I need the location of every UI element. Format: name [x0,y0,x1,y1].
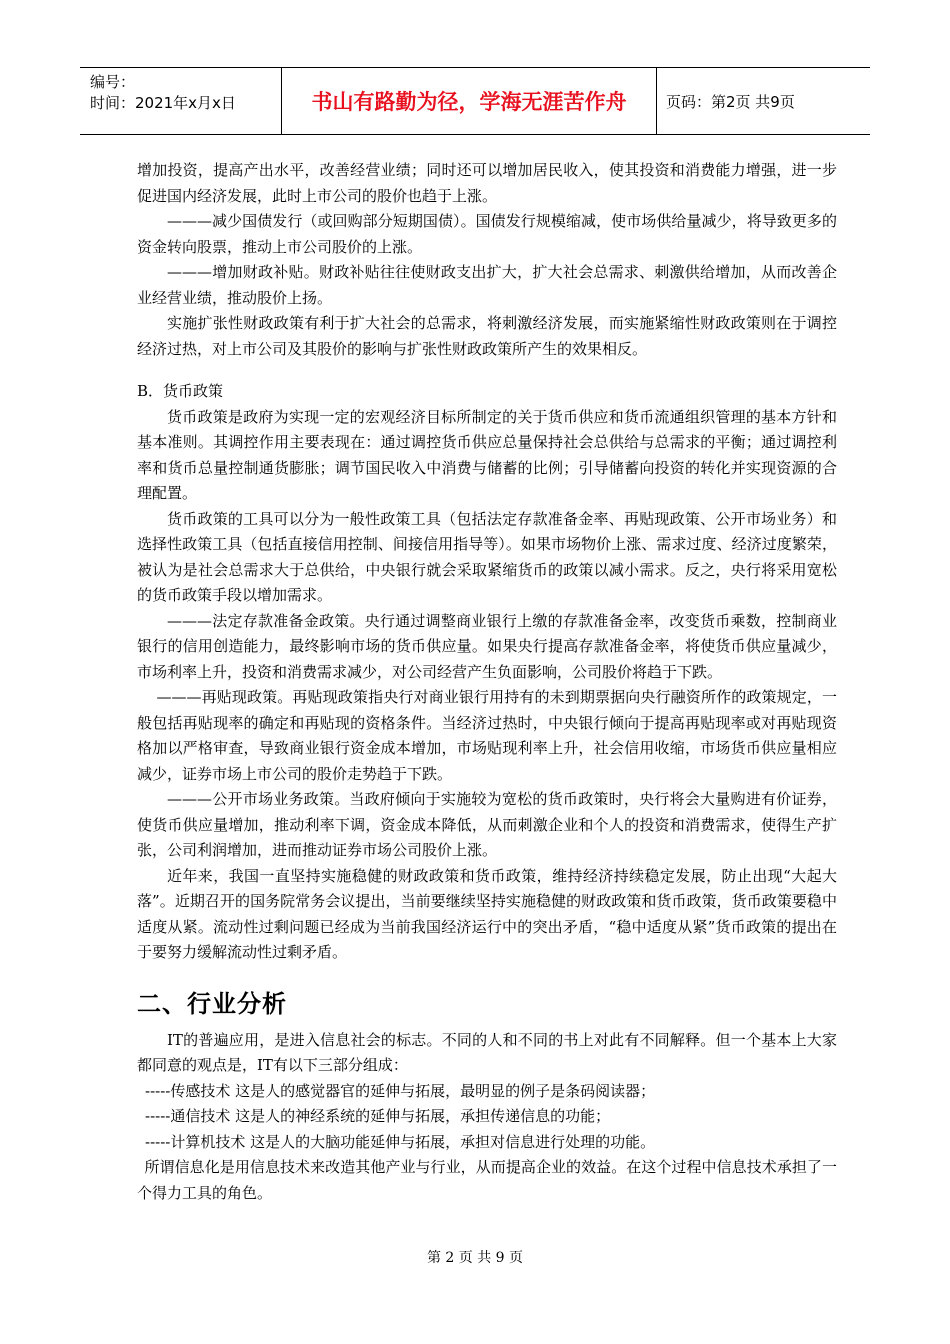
paragraph: 货币政策的工具可以分为一般性政策工具（包括法定存款准备金率、再贴现政策、公开市场业务）和选择性政策工具（包括直接信用控制、间接信用指导等）。如果市场物价上涨、需求过度、经济过度繁荣，被认为是社会总需求大于总供给，中央银行就会采取紧缩货币的政策以减小需求。反之，央行将采用宽松的货币政策手段以增加需求。 [137,509,837,604]
section-heading-b: B．货币政策 [137,382,224,400]
paragraph: 货币政策是政府为实现一定的宏观经济目标所制定的关于货币供应和货币流通组织管理的基本方针和基本准则。其调控作用主要表现在：通过调控货币供应总量保持社会总供给与总需求的平衡；通过调控利率和货币总量控制通货膨胀；调节国民收入中消费与储蓄的比例；引导储蓄向投资的转化并实现资源的合理配置。 [137,407,837,502]
paragraph: ———减少国债发行（或回购部分短期国债）。国债发行规模缩减，使市场供给量减少，将导致更多的资金转向股票，推动上市公司股价的上涨。 [137,212,837,256]
time-label: 时间：2021年x月x日 [90,94,236,112]
paragraph: ———增加财政补贴。财政补贴往往使财政支出扩大，扩大社会总需求、刺激供给增加，从而改善企业经营业绩，推动股价上扬。 [137,263,837,307]
list-item: -----传感技术 这是人的感觉器官的延伸与拓展，最明显的例子是条码阅读器； [145,1081,656,1100]
list-item: -----计算机技术 这是人的大脑功能延伸与拓展，承担对信息进行处理的功能。 [145,1132,656,1151]
page-footer: 第 2 页 共 9 页 [426,1250,524,1266]
header-page-label: 页码：第2页 共9页 [666,92,795,111]
paragraph: IT的普遍应用，是进入信息社会的标志。不同的人和不同的书上对此有不同解释。但一个基本上大家都同意的观点是，IT有以下三部分组成： [137,1030,837,1074]
number-label: 编号： [90,73,136,91]
paragraph: ———再贴现政策。再贴现政策指央行对商业银行用持有的未到期票据向央行融资所作的政策规定，一般包括再贴现率的确定和再贴现的资格条件。当经济过热时，中央银行倾向于提高再贴现率或对再贴现资格加以严格审查，导致商业银行资金成本增加，市场贴现利率上升，社会信用收缩，市场货币供应量相应减少，证券市场上市公司的股价走势趋于下跌。 [137,688,837,783]
document-body [137,158,837,1206]
paragraph: ———公开市场业务政策。当政府倾向于实施较为宽松的货币政策时，央行将会大量购进有价证券，使货币供应量增加，推动利率下调，资金成本降低，从而刺激企业和个人的投资和消费需求，使得生产扩张，公司利润增加，进而推动证券市场公司股价上涨。 [137,790,837,859]
paragraph: 所谓信息化是用信息技术来改造其他产业与行业，从而提高企业的效益。在这个过程中信息技术承担了一个得力工具的角色。 [137,1158,837,1202]
paragraph: 增加投资，提高产出水平，改善经营业绩；同时还可以增加居民收入，使其投资和消费能力增强，进一步促进国内经济发展，此时上市公司的股价也趋于上涨。 [137,161,837,205]
header-motto: 书山有路勤为径，学海无涯苦作舟 [281,68,657,134]
page-header [80,67,870,135]
paragraph: 实施扩张性财政政策有利于扩大社会的总需求，将刺激经济发展，而实施紧缩性财政政策则在于调控经济过热，对上市公司及其股价的影响与扩张性财政政策所产生的效果相反。 [137,314,837,358]
header-left [80,68,281,134]
list-item: -----通信技术 这是人的神经系统的延伸与拓展，承担传递信息的功能； [145,1107,611,1125]
paragraph: ———法定存款准备金政策。央行通过调整商业银行上缴的存款准备金率，改变货币乘数，控制商业银行的信用创造能力，最终影响市场的货币供应量。如果央行提高存款准备金率，将使货币供应量减少，市场利率上升，投资和消费需求减少，对公司经营产生负面影响，公司股价将趋于下跌。 [137,611,837,681]
paragraph: 近年来，我国一直坚持实施稳健的财政政策和货币政策，维持经济持续稳定发展，防止出现“大起大落”。近期召开的国务院常务会议提出，当前要继续坚持实施稳健的财政政策和货币政策，货币政策要稳中适度从紧。流动性过剩问题已经成为当前我国经济运行中的突出矛盾，“稳中适度从紧”货币政策的提出在于要努力缓解流动性过剩矛盾。 [137,866,837,961]
section-heading-industry: 二、行业分析 [137,989,287,1018]
